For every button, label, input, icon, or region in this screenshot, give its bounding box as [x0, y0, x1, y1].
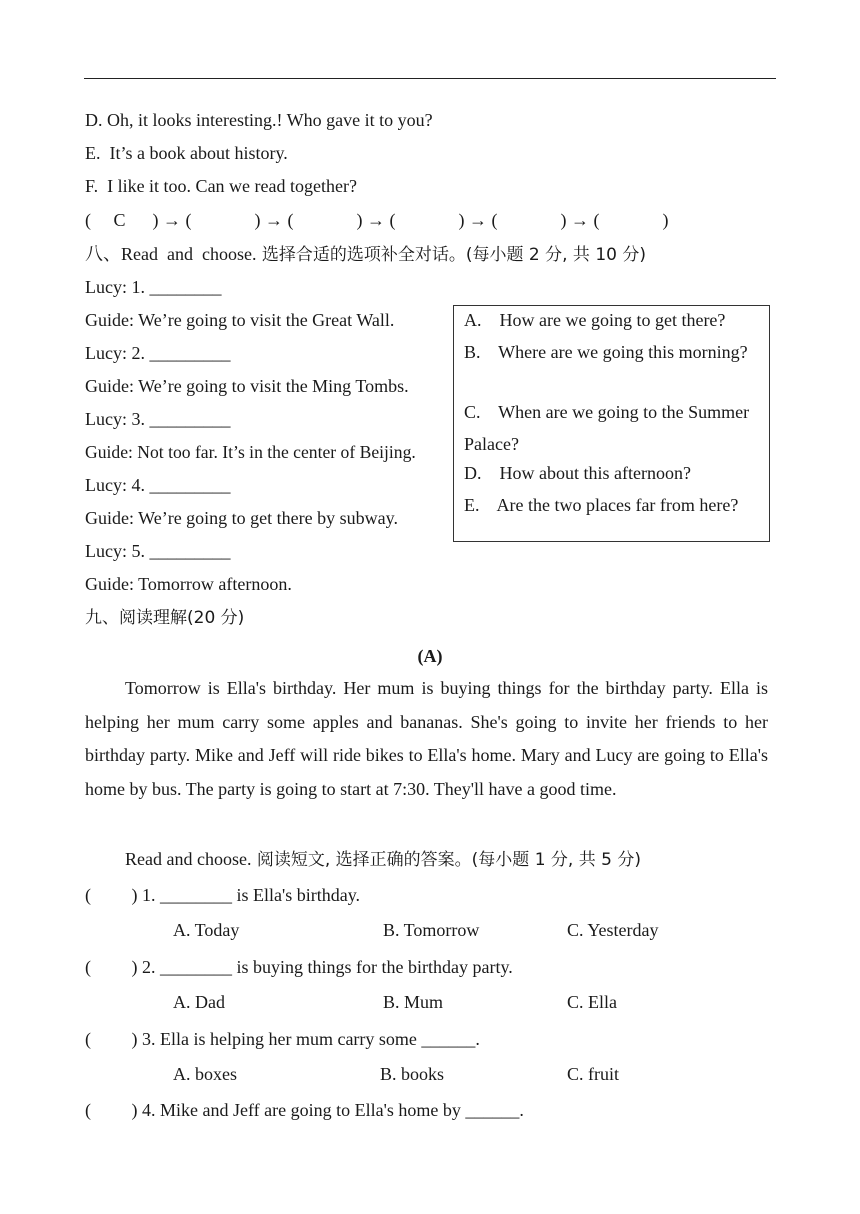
question-1: ( ) 1. ________ is Ella's birthday.	[85, 885, 361, 905]
section8-title	[85, 243, 646, 266]
section8-title-en: 八、Read and choose.	[85, 244, 257, 264]
q3-option-b: B. books	[380, 1064, 445, 1084]
option-f: F. I like it too. Can we read together?	[85, 176, 357, 196]
dialogue-line-3: Lucy: 2. _________	[85, 343, 231, 363]
option-e: E. It’s a book about history.	[85, 143, 288, 163]
q1-option-c: C. Yesterday	[567, 920, 659, 940]
choice-a: A. How are we going to get there?	[464, 310, 726, 330]
option-d: D. Oh, it looks interesting.! Who gave it to you?	[85, 110, 433, 130]
q3-option-a: A. boxes	[173, 1064, 237, 1084]
header-rule	[84, 78, 776, 79]
section9-title: 九、阅读理解(20 分)	[85, 608, 245, 628]
dialogue-line-9: Lucy: 5. _________	[85, 541, 231, 561]
choice-e: E. Are the two places far from here?	[464, 495, 739, 515]
order-sequence: ( C ) → ( ) → ( ) → ( ) → ( ) → ( )	[85, 210, 669, 230]
reading-instruction	[125, 848, 641, 871]
dialogue-line-7: Lucy: 4. _________	[85, 475, 231, 495]
section8-title-zh: 选择合适的选项补全对话。(每小题 2 分, 共 10 分)	[256, 245, 647, 265]
choices-box	[453, 305, 770, 542]
dialogue-line-4: Guide: We’re going to visit the Ming Tombs.	[85, 376, 409, 396]
question-4: ( ) 4. Mike and Jeff are going to Ella's home by ______.	[85, 1100, 524, 1120]
q2-option-a: A. Dad	[173, 992, 225, 1012]
question-3: ( ) 3. Ella is helping her mum carry some ______.	[85, 1029, 480, 1049]
q2-option-c: C. Ella	[567, 992, 617, 1012]
question-2: ( ) 2. ________ is buying things for the birthday party.	[85, 957, 513, 977]
q2-option-b: B. Mum	[383, 992, 444, 1012]
dialogue-line-1: Lucy: 1. ________	[85, 277, 222, 297]
q1-option-b: B. Tomorrow	[383, 920, 480, 940]
choice-d: D. How about this afternoon?	[464, 463, 691, 483]
dialogue-line-10: Guide: Tomorrow afternoon.	[85, 574, 292, 594]
passage-label: (A)	[417, 646, 443, 666]
dialogue-line-5: Lucy: 3. _________	[85, 409, 231, 429]
choice-b: B. Where are we going this morning?	[464, 342, 748, 362]
q1-option-a: A. Today	[173, 920, 240, 940]
reading-passage: Tomorrow is Ella's birthday. Her mum is buying things for the birthday party. Ella is helping her mum carry some apples and bananas. She's going to invite her friends to her birthday party. Mike and Jeff will ride bikes to Ella's home. Mary and Lucy are going to Ella's home by bus. The party is going to start at 7:30. They'll have a good time.	[85, 678, 768, 799]
instruction-en: Read and choose.	[125, 849, 252, 869]
dialogue-line-8: Guide: We’re going to get there by subway.	[85, 508, 398, 528]
dialogue-line-6: Guide: Not too far. It’s in the center of Beijing.	[85, 442, 416, 462]
dialogue-line-2: Guide: We’re going to visit the Great Wall.	[85, 310, 395, 330]
q3-option-c: C. fruit	[567, 1064, 619, 1084]
choice-c: C. When are we going to the Summer Palace?	[464, 402, 772, 454]
instruction-zh: 阅读短文, 选择正确的答案。(每小题 1 分, 共 5 分)	[251, 850, 641, 870]
